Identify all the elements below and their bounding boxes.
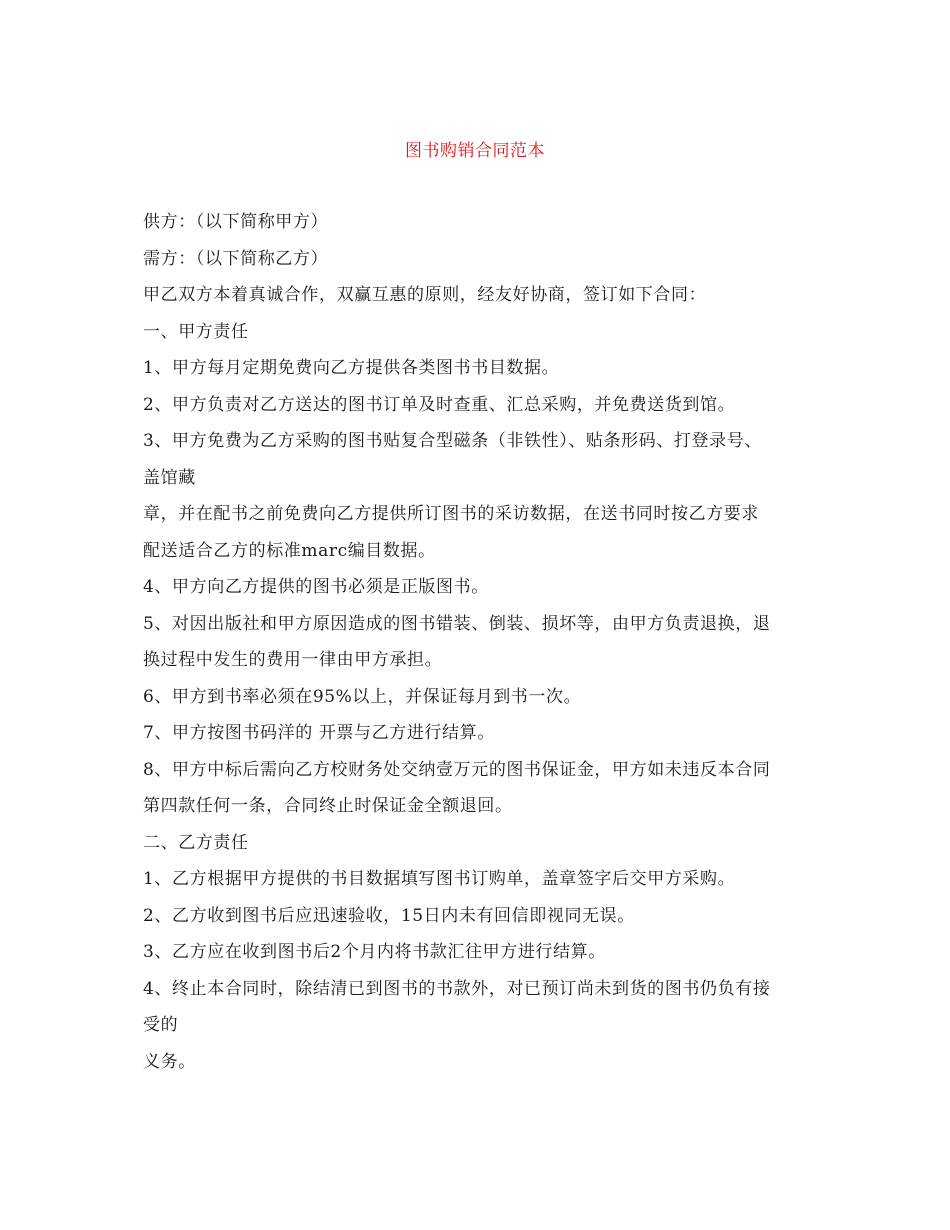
clause-b-4-cont-1: 受的	[143, 1015, 179, 1035]
clause-a-8: 8、甲方中标后需向乙方校财务处交纳壹万元的图书保证金，甲方如未违反本合同	[143, 759, 771, 780]
clause-a-4: 4、甲方向乙方提供的图书必须是正版图书。	[143, 577, 489, 597]
supplier-line: 供方：（以下简称甲方）	[143, 212, 329, 232]
clause-a-3-cont-3: 配送适合乙方的标准marc编目数据。	[143, 540, 436, 561]
clause-a-3: 3、甲方免费为乙方采购的图书贴复合型磁条（非铁性）、贴条形码、打登录号、	[143, 431, 762, 451]
clause-b-3: 3、乙方应在收到图书后2个月内将书款汇往甲方进行结算。	[143, 942, 606, 962]
clause-a-8-cont: 第四款任何一条，合同终止时保证金全额退回。	[143, 796, 513, 816]
buyer-line: 需方：（以下简称乙方）	[143, 248, 329, 269]
clause-a-3-cont-2: 章，并在配书之前免费向乙方提供所订图书的采访数据，在送书同时按乙方要求	[143, 504, 759, 524]
clause-a-1: 1、甲方每月定期免费向乙方提供各类图书书目数据。	[143, 358, 560, 378]
preamble-line: 甲乙双方本着真诚合作，双赢互惠的原则，经友好协商，签订如下合同：	[143, 285, 707, 305]
clause-b-4: 4、终止本合同时，除结清已到图书的书款外，对已预订尚未到货的图书仍负有接	[143, 978, 771, 999]
document-title: 图书购销合同范本	[405, 141, 545, 161]
clause-a-2: 2、甲方负责对乙方送达的图书订单及时查重、汇总采购，并免费送货到馆。	[143, 394, 736, 415]
clause-a-3-cont-1: 盖馆藏	[143, 467, 196, 488]
clause-a-6: 6、甲方到书率必须在95%以上，并保证每月到书一次。	[143, 686, 582, 707]
section-heading-party-a: 一、甲方责任	[143, 321, 249, 342]
section-heading-party-b: 二、乙方责任	[143, 832, 249, 853]
clause-b-1: 1、乙方根据甲方提供的书目数据填写图书订购单，盖章签字后交甲方采购。	[143, 869, 736, 889]
clause-b-4-cont-2: 义务。	[143, 1051, 196, 1072]
clause-b-2: 2、乙方收到图书后应迅速验收，15日内未有回信即视同无误。	[143, 905, 635, 926]
clause-a-7: 7、甲方按图书码洋的 开票与乙方进行结算。	[143, 723, 495, 743]
clause-a-5: 5、对因出版社和甲方原因造成的图书错装、倒装、损坏等，由甲方负责退换，退	[143, 613, 771, 634]
clause-a-5-cont: 换过程中发生的费用一律由甲方承担。	[143, 650, 443, 670]
contract-body	[143, 204, 813, 1080]
